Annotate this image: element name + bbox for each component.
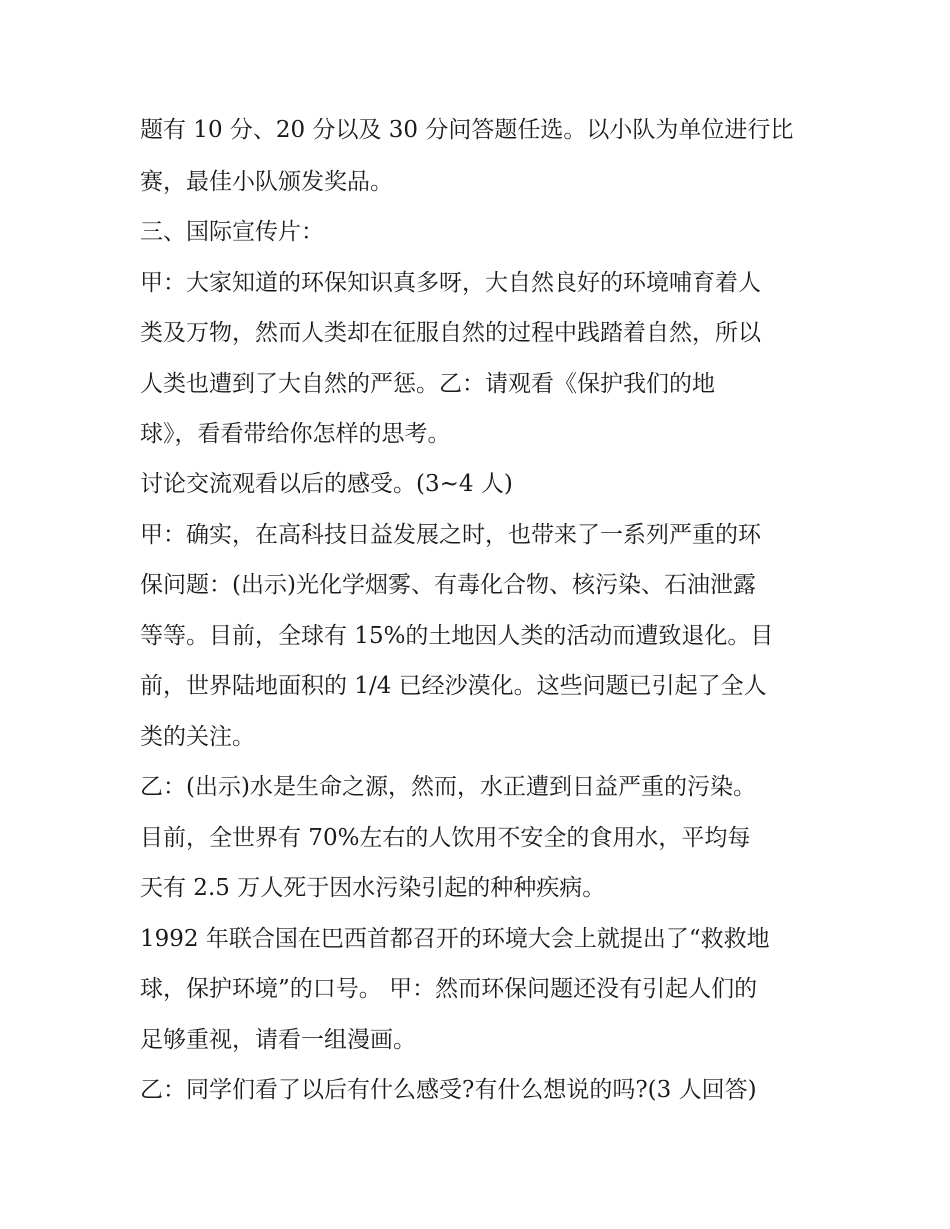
- text-line: 等等。目前，全球有 15%的土地因人类的活动而遭致退化。目: [140, 623, 774, 649]
- text-line: 人类也遭到了大自然的严惩。乙：请观看《保护我们的地: [140, 371, 715, 397]
- text-line: 甲：大家知道的环保知识真多呀，大自然良好的环境哺育着人: [140, 270, 761, 296]
- text-line: 类的关注。: [140, 724, 255, 750]
- text-line: 球》，看看带给你怎样的思考。: [140, 421, 451, 447]
- text-line: 球，保护环境”的口号。 甲：然而环保问题还没有引起人们的: [140, 976, 758, 1002]
- text-line: 题有 10 分、20 分以及 30 分问答题任选。以小队为单位进行比: [140, 117, 794, 143]
- text-line: 保问题：(出示)光化学烟雾、有毒化合物、核污染、石油泄露: [140, 572, 756, 598]
- text-line: 目前，全世界有 70%左右的人饮用不安全的食用水，平均每: [140, 825, 751, 851]
- text-line: 类及万物，然而人类却在征服自然的过程中践踏着自然，所以: [140, 320, 761, 346]
- text-line: 天有 2.5 万人死于因水污染引起的种种疾病。: [140, 875, 606, 901]
- text-line: 前，世界陆地面积的 1/4 已经沙漠化。这些问题已引起了全人: [140, 673, 767, 699]
- text-line: 讨论交流观看以后的感受。(3~4 人): [140, 471, 513, 497]
- text-line: 足够重视，请看一组漫画。: [140, 1027, 416, 1053]
- text-line: 赛，最佳小队颁发奖品。: [140, 169, 393, 195]
- text-line: 乙：(出示)水是生命之源，然而，水正遭到日益严重的污染。: [140, 774, 756, 800]
- text-line: 甲：确实，在高科技日益发展之时，也带来了一系列严重的环: [140, 522, 761, 548]
- text-line: 1992 年联合国在巴西首都召开的环境大会上就提出了“救救地: [140, 926, 770, 952]
- section-heading: 三、国际宣传片：: [140, 219, 324, 245]
- text-line: 乙：同学们看了以后有什么感受?有什么想说的吗?(3 人回答): [140, 1077, 757, 1103]
